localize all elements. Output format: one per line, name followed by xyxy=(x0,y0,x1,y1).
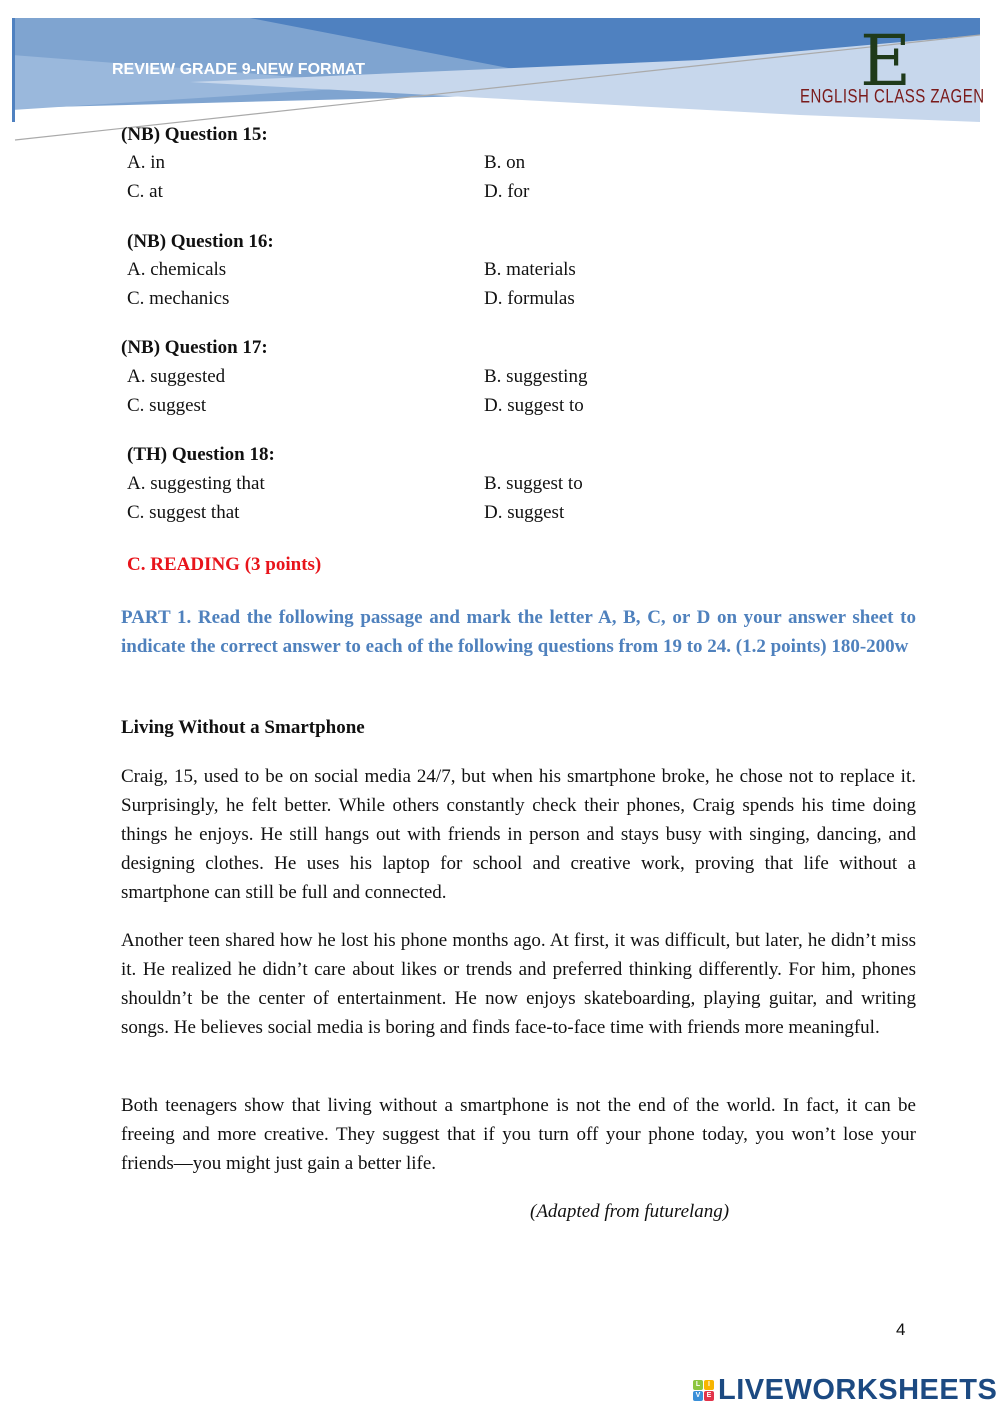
passage-title: Living Without a Smartphone xyxy=(121,717,365,738)
question-17-label: (NB) Question 17: xyxy=(121,337,268,358)
option: B. on xyxy=(484,152,526,173)
live-badge-icon xyxy=(693,1380,714,1401)
badge-letter: I xyxy=(704,1380,714,1390)
option: A. suggested xyxy=(127,366,226,387)
option: C. at xyxy=(127,181,163,202)
option: D. formulas xyxy=(484,288,575,309)
option: B. suggest to xyxy=(484,473,583,494)
question-15-label: (NB) Question 15: xyxy=(121,124,268,145)
passage-paragraph: Craig, 15, used to be on social media 24/7, but when his smartphone broke, he chose not to replace it. Surprisingly, he felt better. While others constantly check their phones, Craig spends his time doing things he enjoys. He still hangs out with friends in person and stays busy with singing, dancing, and designing clothes. He uses his laptop for school and creative work, proving that life without a smartphone can still be full and connected. xyxy=(121,766,916,903)
option: D. for xyxy=(484,181,530,202)
passage-source: (Adapted from futurelang) xyxy=(530,1201,730,1222)
question-18-label: (TH) Question 18: xyxy=(127,444,275,465)
passage-paragraph: Both teenagers show that living without a smartphone is not the end of the world. In fact, it can be freeing and more creative. They suggest that if you turn off your phone today, you won’t lose your friends—you might just gain a better life. xyxy=(121,1095,916,1174)
option: C. mechanics xyxy=(127,288,230,309)
header-title: REVIEW GRADE 9-NEW FORMAT xyxy=(112,61,366,78)
badge-letter: V xyxy=(693,1391,703,1401)
part1-instructions: PART 1. Read the following passage and mark the letter A, B, C, or D on your answer sheet to indicate the correct answer to each of the following questions from 19 to 24. (1.2 points) 180-200w xyxy=(121,607,916,657)
badge-letter: L xyxy=(693,1380,703,1390)
option: A. in xyxy=(127,152,165,173)
logo-text: ENGLISH CLASS ZAGEN xyxy=(800,85,985,108)
option: A. chemicals xyxy=(127,259,227,280)
question-16-label: (NB) Question 16: xyxy=(127,231,274,252)
page-number: 4 xyxy=(896,1320,906,1339)
option: B. suggesting xyxy=(484,366,588,387)
option: D. suggest to xyxy=(484,395,584,416)
option: B. materials xyxy=(484,259,576,280)
liveworksheets-logo xyxy=(693,1374,997,1407)
brand-text: LIVEWORKSHEETS xyxy=(718,1374,998,1406)
option: A. suggesting that xyxy=(127,473,265,494)
badge-letter: E xyxy=(704,1391,714,1401)
logo-icon: E xyxy=(860,20,912,102)
option: C. suggest xyxy=(127,395,207,416)
passage-paragraph: Another teen shared how he lost his phone months ago. At first, it was difficult, but later, he didn’t miss it. He realized he didn’t care about likes or trends and preferred thinking differently. For him, phones shouldn’t be the center of entertainment. He now enjoys skateboarding, playing guitar, and writing songs. He believes social media is boring and finds face-to-face time with friends more meaningful. xyxy=(121,930,916,1038)
option: D. suggest xyxy=(484,502,565,523)
section-heading: C. READING (3 points) xyxy=(127,554,322,575)
option: C. suggest that xyxy=(127,502,240,523)
